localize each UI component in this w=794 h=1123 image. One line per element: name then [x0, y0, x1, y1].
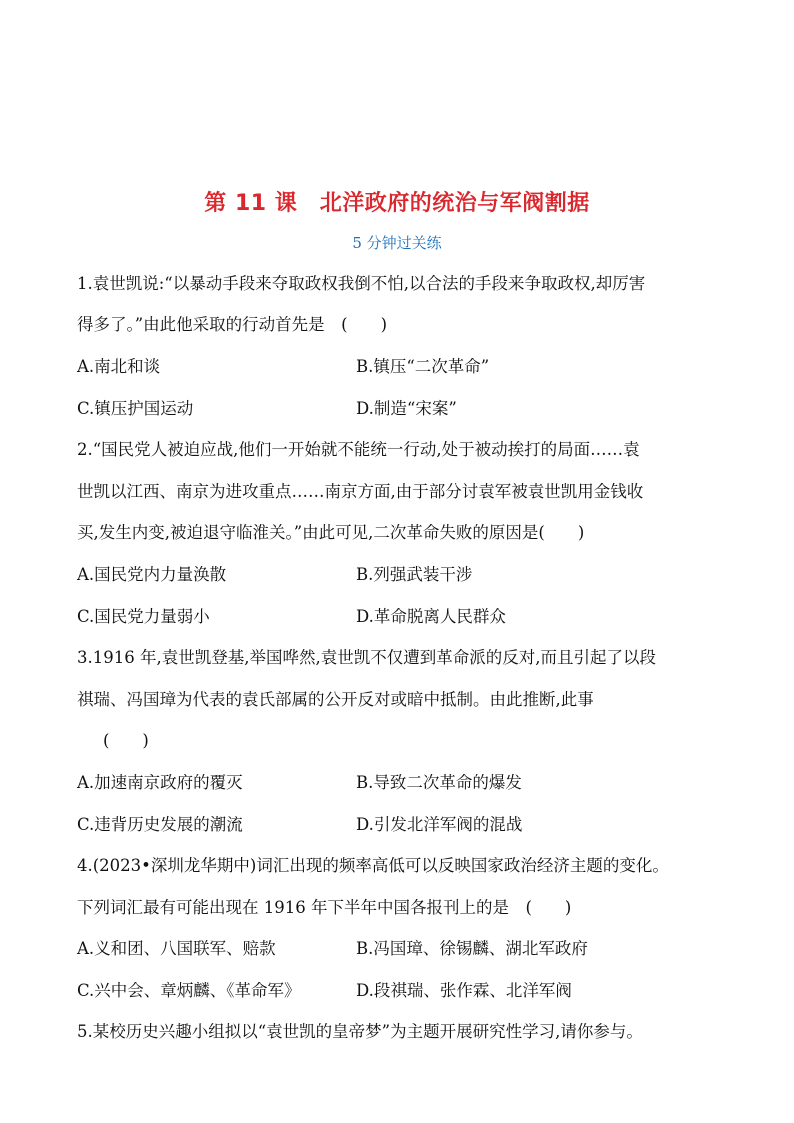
question-4-option-b: B.冯国璋、徐锡麟、湖北军政府 [356, 939, 588, 958]
page-title: 第 11 课 北洋政府的统治与军阀割据 [204, 191, 590, 216]
question-1-option-c: C.镇压护国运动 [77, 399, 194, 418]
question-1-line-2: 得多了。”由此他采取的行动首先是 ( ) [77, 315, 388, 334]
question-2-line-3: 买,发生内变,被迫退守临淮关。”由此可见,二次革命失败的原因是( ) [77, 523, 585, 542]
question-3-option-d: D.引发北洋军阀的混战 [356, 815, 523, 834]
question-1-option-a: A.南北和谈 [77, 357, 161, 376]
question-4-option-c: C.兴中会、章炳麟、《革命军》 [77, 981, 301, 1000]
question-3-option-a: A.加速南京政府的覆灭 [77, 773, 243, 792]
question-4-line-2: 下列词汇最有可能出现在 1916 年下半年中国各报刊上的是 ( ) [77, 898, 572, 917]
question-4-line-1: 4.(2023•深圳龙华期中)词汇出现的频率高低可以反映国家政治经济主题的变化。 [77, 856, 669, 875]
question-2-option-b: B.列强武装干涉 [356, 565, 473, 584]
question-2-option-a: A.国民党内力量涣散 [77, 565, 227, 584]
question-1-option-b: B.镇压“二次革命” [356, 357, 490, 376]
page-subtitle: 5 分钟过关练 [352, 234, 442, 252]
question-3-line-2: 祺瑞、冯国璋为代表的袁氏部属的公开反对或暗中抵制。由此推断,此事 [77, 690, 594, 709]
question-4-option-d: D.段祺瑞、张作霖、北洋军阀 [356, 981, 572, 1000]
question-3-option-b: B.导致二次革命的爆发 [356, 773, 522, 792]
question-4-option-a: A.义和团、八国联军、赔款 [77, 939, 276, 958]
question-2-option-c: C.国民党力量弱小 [77, 607, 210, 626]
question-2-line-1: 2.“国民党人被迫应战,他们一开始就不能统一行动,处于被动挨打的局面……袁 [77, 440, 640, 459]
question-1-option-d: D.制造“宋案” [356, 399, 457, 418]
question-3-line-3: ( ) [103, 731, 149, 750]
question-3-option-c: C.违背历史发展的潮流 [77, 815, 243, 834]
question-2-option-d: D.革命脱离人民群众 [356, 607, 506, 626]
question-1-line-1: 1.袁世凯说:“以暴动手段来夺取政权我倒不怕,以合法的手段来争取政权,却厉害 [77, 274, 646, 293]
question-2-line-2: 世凯以江西、南京为进攻重点……南京方面,由于部分讨袁军被袁世凯用金钱收 [77, 482, 644, 501]
question-5-line-1: 5.某校历史兴趣小组拟以“袁世凯的皇帝梦”为主题开展研究性学习,请你参与。 [77, 1022, 643, 1041]
question-3-line-1: 3.1916 年,袁世凯登基,举国哗然,袁世凯不仅遭到革命派的反对,而且引起了以段 [77, 648, 656, 667]
